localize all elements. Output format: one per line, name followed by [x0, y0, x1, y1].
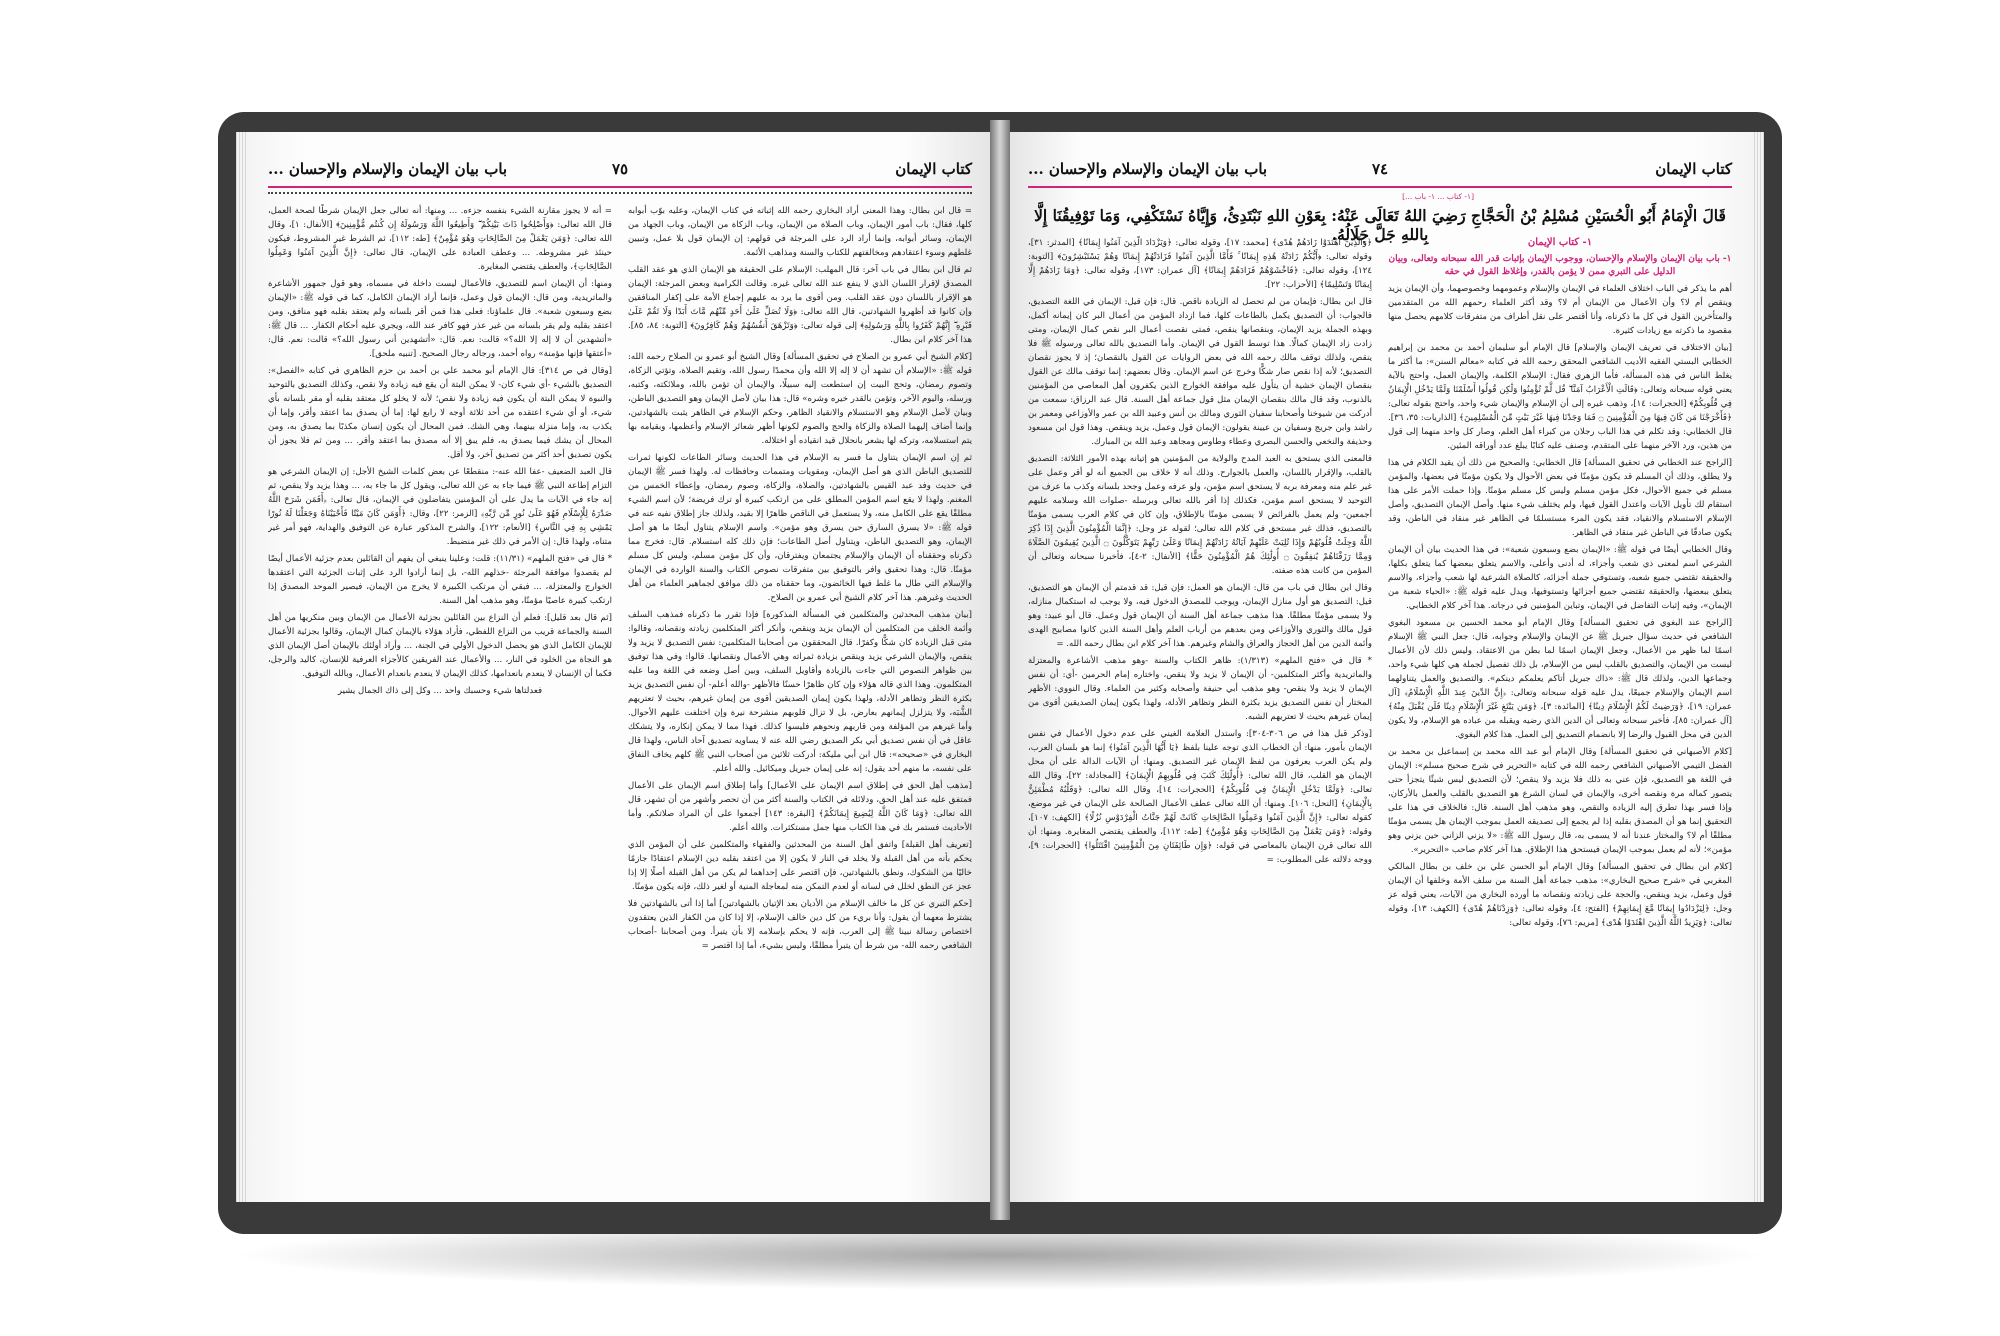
- dotted-separator: [268, 192, 972, 194]
- book-section-title: ١- كتاب الإيمان: [1527, 237, 1593, 248]
- poetry-line: فعدلتاها شيء وحسبك واحد ... وكل إلى ذاك الجمال يشير: [337, 686, 543, 696]
- chapter-title-header: باب بيان الإيمان والإسلام والإحسان ...: [1028, 160, 1268, 178]
- header-rule: [268, 186, 972, 188]
- paragraph: [حكم التبري عن كل ما خالف الإسلام من الأديان بعد الإتيان بالشهادتين] أما إذا أتى بالشهادتين فلا يشترط معهما أن يقول: وأنا بريء من كل دين خالف الإسلام، إلا إذا كان من الكفار الذين يعتقدون اختصاص رسالة نبينا ﷺ إلى العرب، فإنه لا يحكم بإسلامه إلا بأن يتبرأ. ومن أصحابنا -أصحاب الشافعي رحمه الله- من شرط أن يتبرأ مطلقًا، وليس بشيء، أما إذا اقتصر =: [628, 899, 972, 951]
- paragraph: [وقال في ص ٣١٤]: قال الإمام أبو محمد علي بن أحمد بن حزم الظاهري في كتابه «الفصل»: التصديق بالشيء -أي شيء كان- لا يمكن البتة أن يقع فيه زيادة ولا نقص، وكذلك التصديق بالتوحيد والنبوة لا يمكن البتة أن يكون فيه زيادة ولا نقص؛ لأنه لا يخلو كل معتقد بقلبه أو مقر بلسانه بأي شيء، أو أي شيء اعتقده من أحد ثلاثة أوجه لا رابع لها: إما أن يصدق بما اعتقد وأقر، وإما أن يكذب به، وإما منزلة بينهما، وهي الشك. فمن المحال أن يكون إنسان مكذبًا بما يصدق به، ومن المحال أن يشك فيما يصدق به، فلم يبق إلا أنه مصدق بما اعتقد وأقر. ... ومن ثم فلا يجوز أن يكون تصديق أحد أكثر من تصديق آخر، ولا أقل.: [268, 366, 612, 460]
- paragraph: وقال ابن بطال في باب من قال: الإيمان هو العمل: فإن قيل: قد قدمتم أن الإيمان هو التصديق، قيل: التصديق هو أول منازل الإيمان، ويوجب للمصدق الدخول فيه، ولا يوجب له استكمال منازله، ولا يسمى مؤمنًا مطلقًا. هذا مذهب جماعة أهل السنة أن الإيمان قول وعمل. قال أبو عبيد: وهو قول مالك والثوري والأوزاعي ومن بعدهم من أرباب العلم وأهل السنة الذين كانوا مصابيح الهدى وأئمة الدين من أهل الحجاز والعراق والشام وغيرهم. هذا آخر كلام ابن بطال رحمه الله. =: [1028, 583, 1372, 649]
- chapter-title-header: باب بيان الإيمان والإسلام والإحسان ...: [268, 160, 508, 178]
- running-header: [268, 160, 972, 184]
- paragraph: ﴿وَالَّذِينَ اهْتَدَوْا زَادَهُمْ هُدًى﴾ [محمد: ١٧]، وقوله تعالى: ﴿وَيَزْدَادَ الَّذِينَ آمَنُوا إِيمَانًا﴾ [المدثر: ٣١]، وقوله تعالى: ﴿أَيُّكُمْ زَادَتْهُ هَٰذِهِ إِيمَانًا ۚ فَأَمَّا الَّذِينَ آمَنُوا فَزَادَتْهُمْ إِيمَانًا وَهُمْ يَسْتَبْشِرُونَ﴾ [التوبة: ١٢٤]، وقوله تعالى: ﴿فَاخْشَوْهُمْ فَزَادَهُمْ إِيمَانًا﴾ [آل عمران: ١٧٣]، وقوله تعالى: ﴿وَمَا زَادَهُمْ إِلَّا إِيمَانًا وَتَسْلِيمًا﴾ [الأحزاب: ٢٢].: [1028, 238, 1372, 290]
- left-page-stack: [236, 132, 246, 1202]
- page-number: ٧٥: [611, 160, 629, 178]
- column-right: [1388, 236, 1732, 1176]
- paragraph: [بيان الاختلاف في تعريف الإيمان والإسلام] قال الإمام أبو سليمان أحمد بن محمد بن إبراهيم الخطابي البستي الفقيه الأديب الشافعي المحقق رحمه الله في كتابه «معالم السنن»: ما أكثر ما يغلط الناس في هذه المسألة، فأما الزهري فقال: الإسلام الكلمة، والإيمان العمل، واحتج بالآية يعني قوله سبحانه وتعالى: ﴿قَالَتِ الْأَعْرَابُ آمَنَّا ۖ قُل لَّمْ تُؤْمِنُوا وَلَٰكِن قُولُوا أَسْلَمْنَا وَلَمَّا يَدْخُلِ الْإِيمَانُ فِي قُلُوبِكُمْ﴾ [الحجرات: ١٤]، وذهب غيره إلى أن الإسلام والإيمان شيء واحد، واحتج بقوله تعالى: ﴿فَأَخْرَجْنَا مَن كَانَ فِيهَا مِنَ الْمُؤْمِنِينَ ۝ فَمَا وَجَدْنَا فِيهَا غَيْرَ بَيْتٍ مِّنَ الْمُسْلِمِينَ﴾ [الذاريات: ٣٥، ٣٦]. قال الخطابي: وقد تكلم في هذا الباب رجلان من كبراء أهل العلم، وصار كل واحد منهما إلى قول من هذين، ورد الآخر منهما على المتقدم، وصنف عليه كتابًا يبلغ عدد أوراقه المئين.: [1388, 343, 1732, 451]
- paragraph: * قال في «فتح الملهم» (١١/٣١): قلت: وعلينا ينبغي أن يفهم أن القائلين بعدم جزئية الأعمال أيضًا لم يقصدوا موافقة المرجئة -خذلهم الله-، بل إنما أرادوا الرد على إثبات الجزئية التي اعتقدها الخوارج والمعتزلة، ... فبقي أن مرتكب الكبيرة لا يخرج من الإيمان، فيصير الموحد المصدق إذا ارتكب كبيرة عاصيًا مؤمنًا، وهو مذهب أهل السنة.: [268, 554, 612, 606]
- paragraph: = قال ابن بطال: وهذا المعنى أراد البخاري رحمه الله إثباته في كتاب الإيمان، وعليه بوّب أبوابه كلها، فقال: باب أمور الإيمان، وباب الصلاة من الإيمان، وباب الزكاة من الإيمان، وباب الجهاد من الإيمان، وسائر أبوابه، وإنما أراد الرد على المرجئة في قولهم: إن الإيمان قول بلا عمل، وتبيين غلطهم وسوء اعتقادهم ومخالفتهم للكتاب والسنة ومذاهب الأئمة.: [628, 206, 972, 258]
- right-page-stack: [1754, 132, 1764, 1202]
- book-title-header: كتاب الإيمان: [1655, 160, 1732, 178]
- paragraph: [الراجح عند البغوي في تحقيق المسألة] وقال الإمام أبو محمد الحسين بن مسعود البغوي الشافعي في حديث سؤال جبريل ﷺ عن الإيمان والإسلام وجوابه، قال: جعل النبي ﷺ الإسلام اسمًا لما ظهر من الأعمال، وجعل الإيمان اسمًا لما بطن من الاعتقاد، وليس ذلك لأن الأعمال ليست من الإيمان، والتصديق بالقلب ليس من الإسلام، بل ذلك تفصيل لجملة هي كلها شيء واحد، وجماعها الدين، ولذلك قال ﷺ: «ذاك جبريل أتاكم يعلمكم دينكم». والتصديق والعمل يتناولهما اسم الإيمان والإسلام جميعًا، يدل عليه قوله سبحانه وتعالى: ﴿إِنَّ الدِّينَ عِندَ اللَّهِ الْإِسْلَامُ﴾ [آل عمران: ١٩]، ﴿وَرَضِيتُ لَكُمُ الْإِسْلَامَ دِينًا﴾ [المائدة: ٣]، ﴿وَمَن يَبْتَغِ غَيْرَ الْإِسْلَامِ دِينًا فَلَن يُقْبَلَ مِنْهُ﴾ [آل عمران: ٨٥]، فأخبر سبحانه وتعالى أن الدين الذي رضيه ويقبله من عباده هو الإسلام، ولا يكون الدين في محل القبول والرضا إلا بانضمام التصديق إلى العمل. هذا كلام البغوي.: [1388, 618, 1732, 740]
- section-tag: [١- كتاب ... ١- باب ...]: [1402, 192, 1474, 201]
- paragraph: ثم إن اسم الإيمان يتناول ما فسر به الإسلام في هذا الحديث وسائر الطاعات لكونها ثمرات للتصديق الباطن الذي هو أصل الإيمان، ومقويات ومتممات وحافظات له. ولهذا فسر ﷺ الإيمان في حديث وفد عبد القيس بالشهادتين، والصلاة، والزكاة، وصوم رمضان، وإعطاء الخمس من المغنم. ولهذا لا يقع اسم المؤمن المطلق على من ارتكب كبيرة أو ترك فريضة؛ لأن اسم الشيء مطلقًا يقع على الكامل منه، ولا يستعمل في الناقص ظاهرًا إلا بقيد، ولذلك جاز إطلاق نفيه عنه في قوله ﷺ: «لا يسرق السارق حين يسرق وهو مؤمن». واسم الإسلام يتناول أيضًا ما هو أصل الإيمان، وهو التصديق الباطن، ويتناول أصل الطاعات؛ فإن ذلك كله استسلام. قال: فخرج مما ذكرناه وحققناه أن الإيمان والإسلام يجتمعان ويفترقان، وأن كل مؤمن مسلم، وليس كل مسلم مؤمنًا. قال: وهذا تحقيق وافر بالتوفيق بين متفرقات نصوص الكتاب والسنة الواردة في الإيمان والإسلام التي طال ما غلط فيها الخائضون، وما حققناه من ذلك موافق لجماهير العلماء من أهل الحديث وغيرهم. هذا آخر كلام الشيخ أبي عمرو بن الصلاح.: [628, 453, 972, 603]
- column-right: [628, 204, 972, 1176]
- running-header: [1028, 160, 1732, 184]
- paragraph: قال العبد الضعيف -عفا الله عنه-: منقطعًا عن بعض كلمات الشيخ الأجل: إن الإيمان الشرعي هو التزام إطاعة النبي ﷺ فيما جاء به عن الله تعالى، ويقول كل ما جاء به، ... وهذا يزيد ولا ينقص، ثم إنه جاء في الآيات ما يدل على أن المؤمنين يتفاضلون في الإيمان، قال تعالى: ﴿أَفَمَن شَرَحَ اللَّهُ صَدْرَهُ لِلْإِسْلَامِ فَهُوَ عَلَىٰ نُورٍ مِّن رَّبِّهِ﴾ [الزمر: ٢٢]، وقال: ﴿أَوَمَن كَانَ مَيْتًا فَأَحْيَيْنَاهُ وَجَعَلْنَا لَهُ نُورًا يَمْشِي بِهِ فِي النَّاسِ﴾ [الأنعام: ١٢٢]، والشرح المذكور عبارة عن التوفيق والهداية، فهو أمر غير متناه، ولهذا قال: إن الأمر في ذلك غير منضبط.: [268, 467, 612, 547]
- paragraph: [وذكر قبل هذا في ص ٣٠٦-٣٠٤]: واستدل العلامة الغيني على عدم دخول الأعمال في نفس الإيمان بأمور، منها: أن الخطاب الذي توجه علينا بلفظ ﴿يَا أَيُّهَا الَّذِينَ آمَنُوا﴾ إنما هو بلسان العرب، ولم يكن العرب يعرفون من لفظ الإيمان غير التصديق. ومنها: أن الآيات الدالة على أن محل الإيمان هو القلب، قال الله تعالى: ﴿أُولَٰئِكَ كَتَبَ فِي قُلُوبِهِمُ الْإِيمَانَ﴾ [المجادلة: ٢٢]، وقال الله تعالى: ﴿وَلَمَّا يَدْخُلِ الْإِيمَانُ فِي قُلُوبِكُمْ﴾ [الحجرات: ١٤]، وقال الله تعالى: ﴿وَقَلْبُهُ مُطْمَئِنٌّ بِالْإِيمَانِ﴾ [النحل: ١٠٦]. ومنها: أن الله تعالى عطف الأعمال الصالحة على الإيمان في غير موضع، كقوله تعالى: ﴿إِنَّ الَّذِينَ آمَنُوا وَعَمِلُوا الصَّالِحَاتِ كَانَتْ لَهُمْ جَنَّاتُ الْفِرْدَوْسِ نُزُلًا﴾ [الكهف: ١٠٧]، وقوله: ﴿وَمَن يَعْمَلْ مِنَ الصَّالِحَاتِ وَهُوَ مُؤْمِنٌ﴾ [طه: ١١٢]، والعطف يقتضي المغايرة. ومنها: أن الله تعالى قرن الإيمان بالمعاصي في قوله: ﴿وَإِن طَائِفَتَانِ مِنَ الْمُؤْمِنِينَ اقْتَتَلُوا﴾ [الحجرات: ٩]، ووجه دلالته على المطلوب: =: [1028, 729, 1372, 865]
- paragraph: [ثم قال بعد قليل]: فعلم أن النزاع بين القائلين بجزئية الأعمال من الإيمان وبين منكريها من أهل السنة والجماعة قريب من النزاع اللفظي، فأراد هؤلاء بالإيمان كمال الإيمان، وقالوا بجزئية الأعمال للإيمان الكامل الذي هو يحصل الدخول الأولي في الجنة، ... وأراد أولئك بالإيمان أصل الإيمان الذي هو النجاة من الخلود في النار، ... والأعمال عند الفريقين كالأجزاء العرفية للإنسان، كاليد والرجل، فكما أن الإنسان لا ينعدم بانعدامها، كذلك الإيمان لا ينعدم بانعدام الأعمال، وبالله التوفيق.: [268, 613, 612, 679]
- paragraph: ثم قال ابن بطال في باب آخر: قال المهلب: الإسلام على الحقيقة هو الإيمان الذي هو عقد القلب المصدق لإقرار اللسان الذي لا ينفع عند الله تعالى غيره. وقالت الكرامية وبعض المرجئة: الإيمان هو الإقرار باللسان دون عقد القلب. ومن أقوى ما يرد به عليهم إجماع الأمة على إكفار المنافقين وإن كانوا قد أظهروا الشهادتين، قال الله تعالى: ﴿وَلَا تُصَلِّ عَلَىٰ أَحَدٍ مِّنْهُم مَّاتَ أَبَدًا وَلَا تَقُمْ عَلَىٰ قَبْرِهِ ۖ إِنَّهُمْ كَفَرُوا بِاللَّهِ وَرَسُولِهِ﴾ إلى قوله تعالى: ﴿وَتَزْهَقَ أَنفُسُهُمْ وَهُمْ كَافِرُونَ﴾ [التوبة: ٨٤، ٨٥]. هذا آخر كلام ابن بطال.: [628, 265, 972, 345]
- paragraph: [الراجح عند الخطابي في تحقيق المسألة] قال الخطابي: والصحيح من ذلك أن يقيد الكلام في هذا ولا يطلق، وذلك أن المسلم قد يكون مؤمنًا في بعض الأحوال ولا يكون مؤمنًا في بعضها، والمؤمن مسلم في جميع الأحوال، فكل مؤمن مسلم وليس كل مسلم مؤمنًا. وإذا حملت الأمر على هذا استقام لك تأويل الآيات واعتدل القول فيها، ولم يختلف شيء منها. وأصل الإيمان التصديق، وأصل الإسلام الاستسلام والانقياد، فقد يكون المرء مستسلمًا في الظاهر غير منقاد في الباطن، وقد يكون صادقًا في الباطن غير منقاد في الظاهر.: [1388, 458, 1732, 538]
- paragraph: [بيان مذهب المحدثين والمتكلمين في المسألة المذكورة] فإذا تقرر ما ذكرناه فمذهب السلف وأئمة الخلف من المتكلمين أن الإيمان يزيد وينقص، وأنكر أكثر المتكلمين زيادته ونقصانه، وقالوا: متى قبل الزيادة كان شكًّا وكفرًا. قال المحققون من أصحابنا المتكلمين: نفس التصديق لا يزيد ولا ينقص، والإيمان الشرعي يزيد وينقص بزيادة ثمراته وهي الأعمال ونقصانها. قالوا: وفي هذا توفيق بين ظواهر النصوص التي جاءت بالزيادة وأقاويل السلف، وبين أصل وضعه في اللغة وما عليه المتكلمون. وهذا الذي قاله هؤلاء وإن كان ظاهرًا حسنًا فالأظهر -والله أعلم- أن نفس التصديق يزيد بكثرة النظر وتظاهر الأدلة، ولهذا يكون إيمان الصديقين أقوى من إيمان غيرهم، بحيث لا تعتريهم الشُّبَه، ولا يتزلزل إيمانهم بعارض، بل لا تزال قلوبهم منشرحة نيرة وإن اختلفت عليهم الأحوال. وأما غيرهم من المؤلفة ومن قاربهم ونحوهم فليسوا كذلك. فهذا مما لا يمكن إنكاره، ولا يتشكك عاقل في أن نفس تصديق أبي بكر الصديق رضي الله عنه لا يساويه تصديق آحاد الناس، ولهذا قال البخاري في «صحيحه»: قال ابن أبي مليكة: أدركت ثلاثين من أصحاب النبي ﷺ كلهم يخاف النفاق على نفسه، ما منهم أحد يقول: إنه على إيمان جبريل وميكائيل. والله أعلم.: [628, 610, 972, 774]
- column-left: [268, 204, 612, 1176]
- paragraph: فالمعنى الذي يستحق به العبد المدح والولاية من المؤمنين هو إتيانه بهذه الأمور الثلاثة: التصديق بالقلب، والإقرار باللسان، والعمل بالجوارح. وذلك أنه لا خلاف بين الجميع أنه لو أقر وعمل على غير علم منه ومعرفة بربه لا يستحق اسم مؤمن، ولو عرفه وعمل وجحد بلسانه وكذب ما عرف من التوحيد لا يستحق اسم مؤمن، فكذلك إذا أقر بالله تعالى وبرسله -صلوات الله وسلامه عليهم أجمعين- ولم يعمل بالفرائض لا يسمى مؤمنًا بالإطلاق، وإن كان في كلام العرب يسمى مؤمنًا بالتصديق، فذلك غير مستحق في كلام الله تعالى؛ لقوله عز وجل: ﴿إِنَّمَا الْمُؤْمِنُونَ الَّذِينَ إِذَا ذُكِرَ اللَّهُ وَجِلَتْ قُلُوبُهُمْ وَإِذَا تُلِيَتْ عَلَيْهِمْ آيَاتُهُ زَادَتْهُمْ إِيمَانًا وَعَلَىٰ رَبِّهِمْ يَتَوَكَّلُونَ ۝ الَّذِينَ يُقِيمُونَ الصَّلَاةَ وَمِمَّا رَزَقْنَاهُمْ يُنفِقُونَ ۝ أُولَٰئِكَ هُمُ الْمُؤْمِنُونَ حَقًّا﴾ [الأنفال: ٢-٤]، فأخبرنا سبحانه وتعالى أن المؤمن من كانت هذه صفته.: [1028, 454, 1372, 576]
- paragraph: قال ابن بطال: فإيمان من لم تحصل له الزيادة ناقص. قال: فإن قيل: الإيمان في اللغة التصديق، فالجواب: أن التصديق يكمل بالطاعات كلها، فما ازداد المؤمن من أعمال البر كان إيمانه أكمل، وبهذه الجملة يزيد الإيمان، وبنقصانها ينقص، فمتى نقصت أعمال البر نقص كمال الإيمان، ومتى زادت زاد الإيمان كمالًا. هذا توسط القول في الإيمان. وأما التصديق بالله تعالى ورسوله ﷺ فلا ينقص، ولذلك توقف مالك رحمه الله في بعض الروايات عن القول بالنقصان؛ إذ لا يجوز نقصان التصديق؛ لأنه إذا نقص صار شكًّا وخرج عن اسم الإيمان. وقال بعضهم: إنما توقف مالك عن القول بنقصان الإيمان خشية أن يتأول عليه موافقة الخوارج الذين يكفرون أهل المعاصي من المؤمنين بالذنوب، وقد قال مالك بنقصان الإيمان مثل قول جماعة أهل السنة. قال عبد الرزاق: سمعت من أدركت من شيوخنا وأصحابنا سفيان الثوري ومالك بن أنس وعبيد الله بن عمر والأوزاعي ومعمر بن راشد وابن جريج وسفيان بن عيينة يقولون: الإيمان قول وعمل، يزيد وينقص. وهذا قول ابن مسعود وحذيفة والنخعي والحسن البصري وعطاء وطاوس ومجاهد وعبد الله بن المبارك.: [1028, 297, 1372, 447]
- paragraph: [كلام ابن بطال في تحقيق المسألة] وقال الإمام أبو الحسن علي بن خلف بن بطال المالكي المغربي في «شرح صحيح البخاري»: مذهب جماعة أهل السنة من سلف الأمة وخلفها أن الإيمان قول وعمل، يزيد وينقص، والحجة على زيادته ونقصانه ما أورده البخاري من الآيات، يعني قوله عز وجل: ﴿لِيَزْدَادُوا إِيمَانًا مَّعَ إِيمَانِهِمْ﴾ [الفتح: ٤]، وقوله تعالى: ﴿وَزِدْنَاهُمْ هُدًى﴾ [الكهف: ١٣]، وقوله تعالى: ﴿وَيَزِيدُ اللَّهُ الَّذِينَ اهْتَدَوْا هُدًى﴾ [مريم: ٧٦]، وقوله تعالى:: [1388, 862, 1732, 928]
- column-left: [1028, 236, 1372, 1176]
- book-spine: [990, 120, 1010, 1220]
- header-rule: [1028, 186, 1732, 188]
- paragraph: أهم ما يذكر في الباب اختلاف العلماء في الإيمان والإسلام وعمومهما وخصوصهما، وأن الإيمان يزيد وينقص أم لا؟ وأن الأعمال من الإيمان أم لا؟ وقد أكثر العلماء رحمهم الله من المتقدمين والمتأخرين القول في كل ما ذكرناه، وأنا أقتصر على نقل أطراف من متفرقات كلامهم يحصل منها مقصود ما ذكرته مع زيادات كثيرة.: [1388, 284, 1732, 336]
- book-title-header: كتاب الإيمان: [895, 160, 972, 178]
- paragraph: [مذهب أهل الحق في إطلاق اسم الإيمان على الأعمال] وأما إطلاق اسم الإيمان على الأعمال فمتفق عليه عند أهل الحق، ودلائله في الكتاب والسنة أكثر من أن تحصر وأشهر من أن تشهر، قال الله تعالى: ﴿وَمَا كَانَ اللَّهُ لِيُضِيعَ إِيمَانَكُمْ﴾ [البقرة: ١٤٣] أجمعوا على أن المراد صلاتكم. وأما الأحاديث فستمر بك في هذا الكتاب منها جمل مستكثرات. والله أعلم.: [628, 781, 972, 833]
- paragraph: = أنه لا يجوز مقارنة الشيء بنفسه جزءه. ... ومنها: أنه تعالى جعل الإيمان شرطًا لصحة العمل، قال الله تعالى: ﴿وَأَصْلِحُوا ذَاتَ بَيْنِكُمْ ۖ وَأَطِيعُوا اللَّهَ وَرَسُولَهُ إِن كُنتُم مُّؤْمِنِينَ﴾ [الأنفال: ١]، وقال الله تعالى: ﴿وَمَن يَعْمَلْ مِنَ الصَّالِحَاتِ وَهُوَ مُؤْمِنٌ﴾ [طه: ١١٢]، ثم الشرط غير المشروط، فيكون حينئذ غير مشروطه. ... وعطف العبادة على الإيمان، قال تعالى: ﴿إِنَّ الَّذِينَ آمَنُوا وَعَمِلُوا الصَّالِحَاتِ﴾، والعطف يقتضي المغايرة.: [268, 206, 612, 272]
- chapter-heading: ١- باب بيان الإيمان والإسلام والإحسان، ووجوب الإيمان بإثبات قدر الله سبحانه وتعالى، وبيان الدليل على التبري ممن لا يؤمن بالقدر، وإغلاظ القول في حقه: [1388, 254, 1732, 277]
- paragraph: وقال الخطابي أيضًا في قوله ﷺ: «الإيمان بضع وسبعون شعبة»: في هذا الحديث بيان أن الإيمان الشرعي اسم لمعنى ذي شعب وأجزاء، له أدنى وأعلى، والاسم يتعلق ببعضها كما يتعلق بكلها، والحقيقة تقتضي جميع شعبه، وتستوفي جملة أجزائه، كالصلاة الشرعية لها شعب وأجزاء، والاسم يتعلق ببعضها، والحقيقة تقتضي جميع أجزائها وتستوفيها، ويدل عليه قوله ﷺ: «الحياء شعبة من الإيمان»، وفيه إثبات التفاضل في الإيمان، وتباين المؤمنين في درجاته. هذا آخر كلام الخطابي.: [1388, 545, 1732, 611]
- left-page: [246, 132, 994, 1202]
- page-number: ٧٤: [1371, 160, 1389, 178]
- paragraph: * قال في «فتح الملهم» (١/٣١٣): ظاهر الكتاب والسنة -وهو مذهب الأشاعرة والمعتزلة والماتريدية وأكثر المتكلمين- أن الإيمان لا يزيد ولا ينقص، واختاره إمام الحرمين -أي: أن نفس الإيمان لا يزيد ولا ينقص- وهو مذهب أبي حنيفة وأصحابه وكثير من العلماء. وقال النووي: الأظهر المختار أن نفس التصديق يزيد بكثرة النظر وتظاهر الأدلة، ولهذا يكون إيمان الصديقين أقوى من إيمان غيرهم بحيث لا تعتريهم الشبه.: [1028, 656, 1372, 722]
- opening-line: قَالَ الْإِمَامُ أَبُو الْحُسَيْنِ مُسْلِمُ بْنُ الْحَجَّاجِ رَضِيَ اللهُ تَعَالَى عَنْهُ: بِعَوْنِ اللهِ نَبْتَدِئُ، وَإِيَّاهُ نَسْتَكْفِي، وَمَا تَوْفِيقُنَا إِلَّا بِاللهِ جَلَّ جَلَالُهُ.: [1034, 206, 1726, 244]
- paragraph: [كلام الأصبهاني في تحقيق المسألة] وقال الإمام أبو عبد الله محمد بن إسماعيل بن محمد بن الفضل التيمي الأصبهاني الشافعي رحمه الله في كتابه «التحرير في شرح صحيح مسلم»: الإيمان في اللغة هو التصديق، فإن عني به ذلك فلا يزيد ولا ينقص؛ لأن التصديق ليس شيئًا يتجزأ حتى يتصور كماله مرة ونقصه أخرى، والإيمان في لسان الشرع هو التصديق بالقلب والعمل بالأركان، وإذا فسر بهذا تطرق إليه الزيادة والنقص، وهو مذهب أهل السنة. قال: فالخلاف في هذا على التحقيق إنما هو أن المصدق بقلبه إذا لم يجمع إلى تصديقه العمل بموجب الإيمان هل يسمى مؤمنًا مطلقًا أم لا؟ والمختار عندنا أنه لا يسمى به، قال رسول الله ﷺ: «لا يزني الزاني حين يزني وهو مؤمن»؛ لأنه لم يعمل بموجب الإيمان فيستحق هذا الإطلاق. هذا آخر كلام صاحب «التحرير».: [1388, 747, 1732, 855]
- paragraph: [تعريف أهل القبلة] واتفق أهل السنة من المحدثين والفقهاء والمتكلمين على أن المؤمن الذي يحكم بأنه من أهل القبلة ولا يخلد في النار لا يكون إلا من اعتقد بقلبه دين الإسلام اعتقادًا جازمًا خاليًا من الشكوك، ونطق بالشهادتين، فإن اقتصر على إحداهما لم يكن من أهل القبلة أصلًا إلا إذا عجز عن النطق لخلل في لسانه أو لعدم التمكن منه لمعاجلة المنية أو لغير ذلك، فإنه يكون مؤمنًا.: [628, 840, 972, 892]
- right-page: [1006, 132, 1754, 1202]
- paragraph: [كلام الشيخ أبي عمرو بن الصلاح في تحقيق المسألة] وقال الشيخ أبو عمرو بن الصلاح رحمه الله: قوله ﷺ: «الإسلام أن تشهد أن لا إله إلا الله وأن محمدًا رسول الله، وتقيم الصلاة، وتؤتي الزكاة، وتصوم رمضان، وتحج البيت إن استطعت إليه سبيلًا، والإيمان أن تؤمن بالله، وملائكته، وكتبه، ورسله، واليوم الآخر، وتؤمن بالقدر خيره وشره» قال: هذا بيان لأصل الإيمان وهو التصديق الباطن، وبيان لأصل الإسلام وهو الاستسلام والانقياد الظاهر، وحكم الإسلام في الظاهر يثبت بالشهادتين، وإنما أضاف إليهما الصلاة والزكاة والحج والصوم لكونها أظهر شعائر الإسلام وأعظمها، وبقيامه بها يتم استسلامه، وتركه لها يشعر بانحلال قيد انقياده أو اختلاله.: [628, 352, 972, 446]
- paragraph: ومنها: أن الإيمان اسم للتصديق، فالأعمال ليست داخلة في مسماه، وهو قول جمهور الأشاعرة والماتريدية، ومن قال: الإيمان قول وعمل، فإنما أراد الإيمان الكامل، كما في قوله ﷺ: «الإيمان بضع وسبعون شعبة». قال علماؤنا: فعلى هذا فمن أقر بلسانه ولم يعتقد بقلبه فهو منافق، ومن اعتقد بقلبه ولم يقر بلسانه من غير عذر فهو كافر عند الله، ويجري عليه أحكام الكفار. ... قال ﷺ: «أتشهدين أن لا إله إلا الله؟» قالت: نعم. قال: «أتشهدين أني رسول الله؟» قالت: نعم. قال: «أعتقها فإنها مؤمنة» رواه أحمد، ورجاله رجال الصحيح. [تنبيه ملحق].: [268, 279, 612, 359]
